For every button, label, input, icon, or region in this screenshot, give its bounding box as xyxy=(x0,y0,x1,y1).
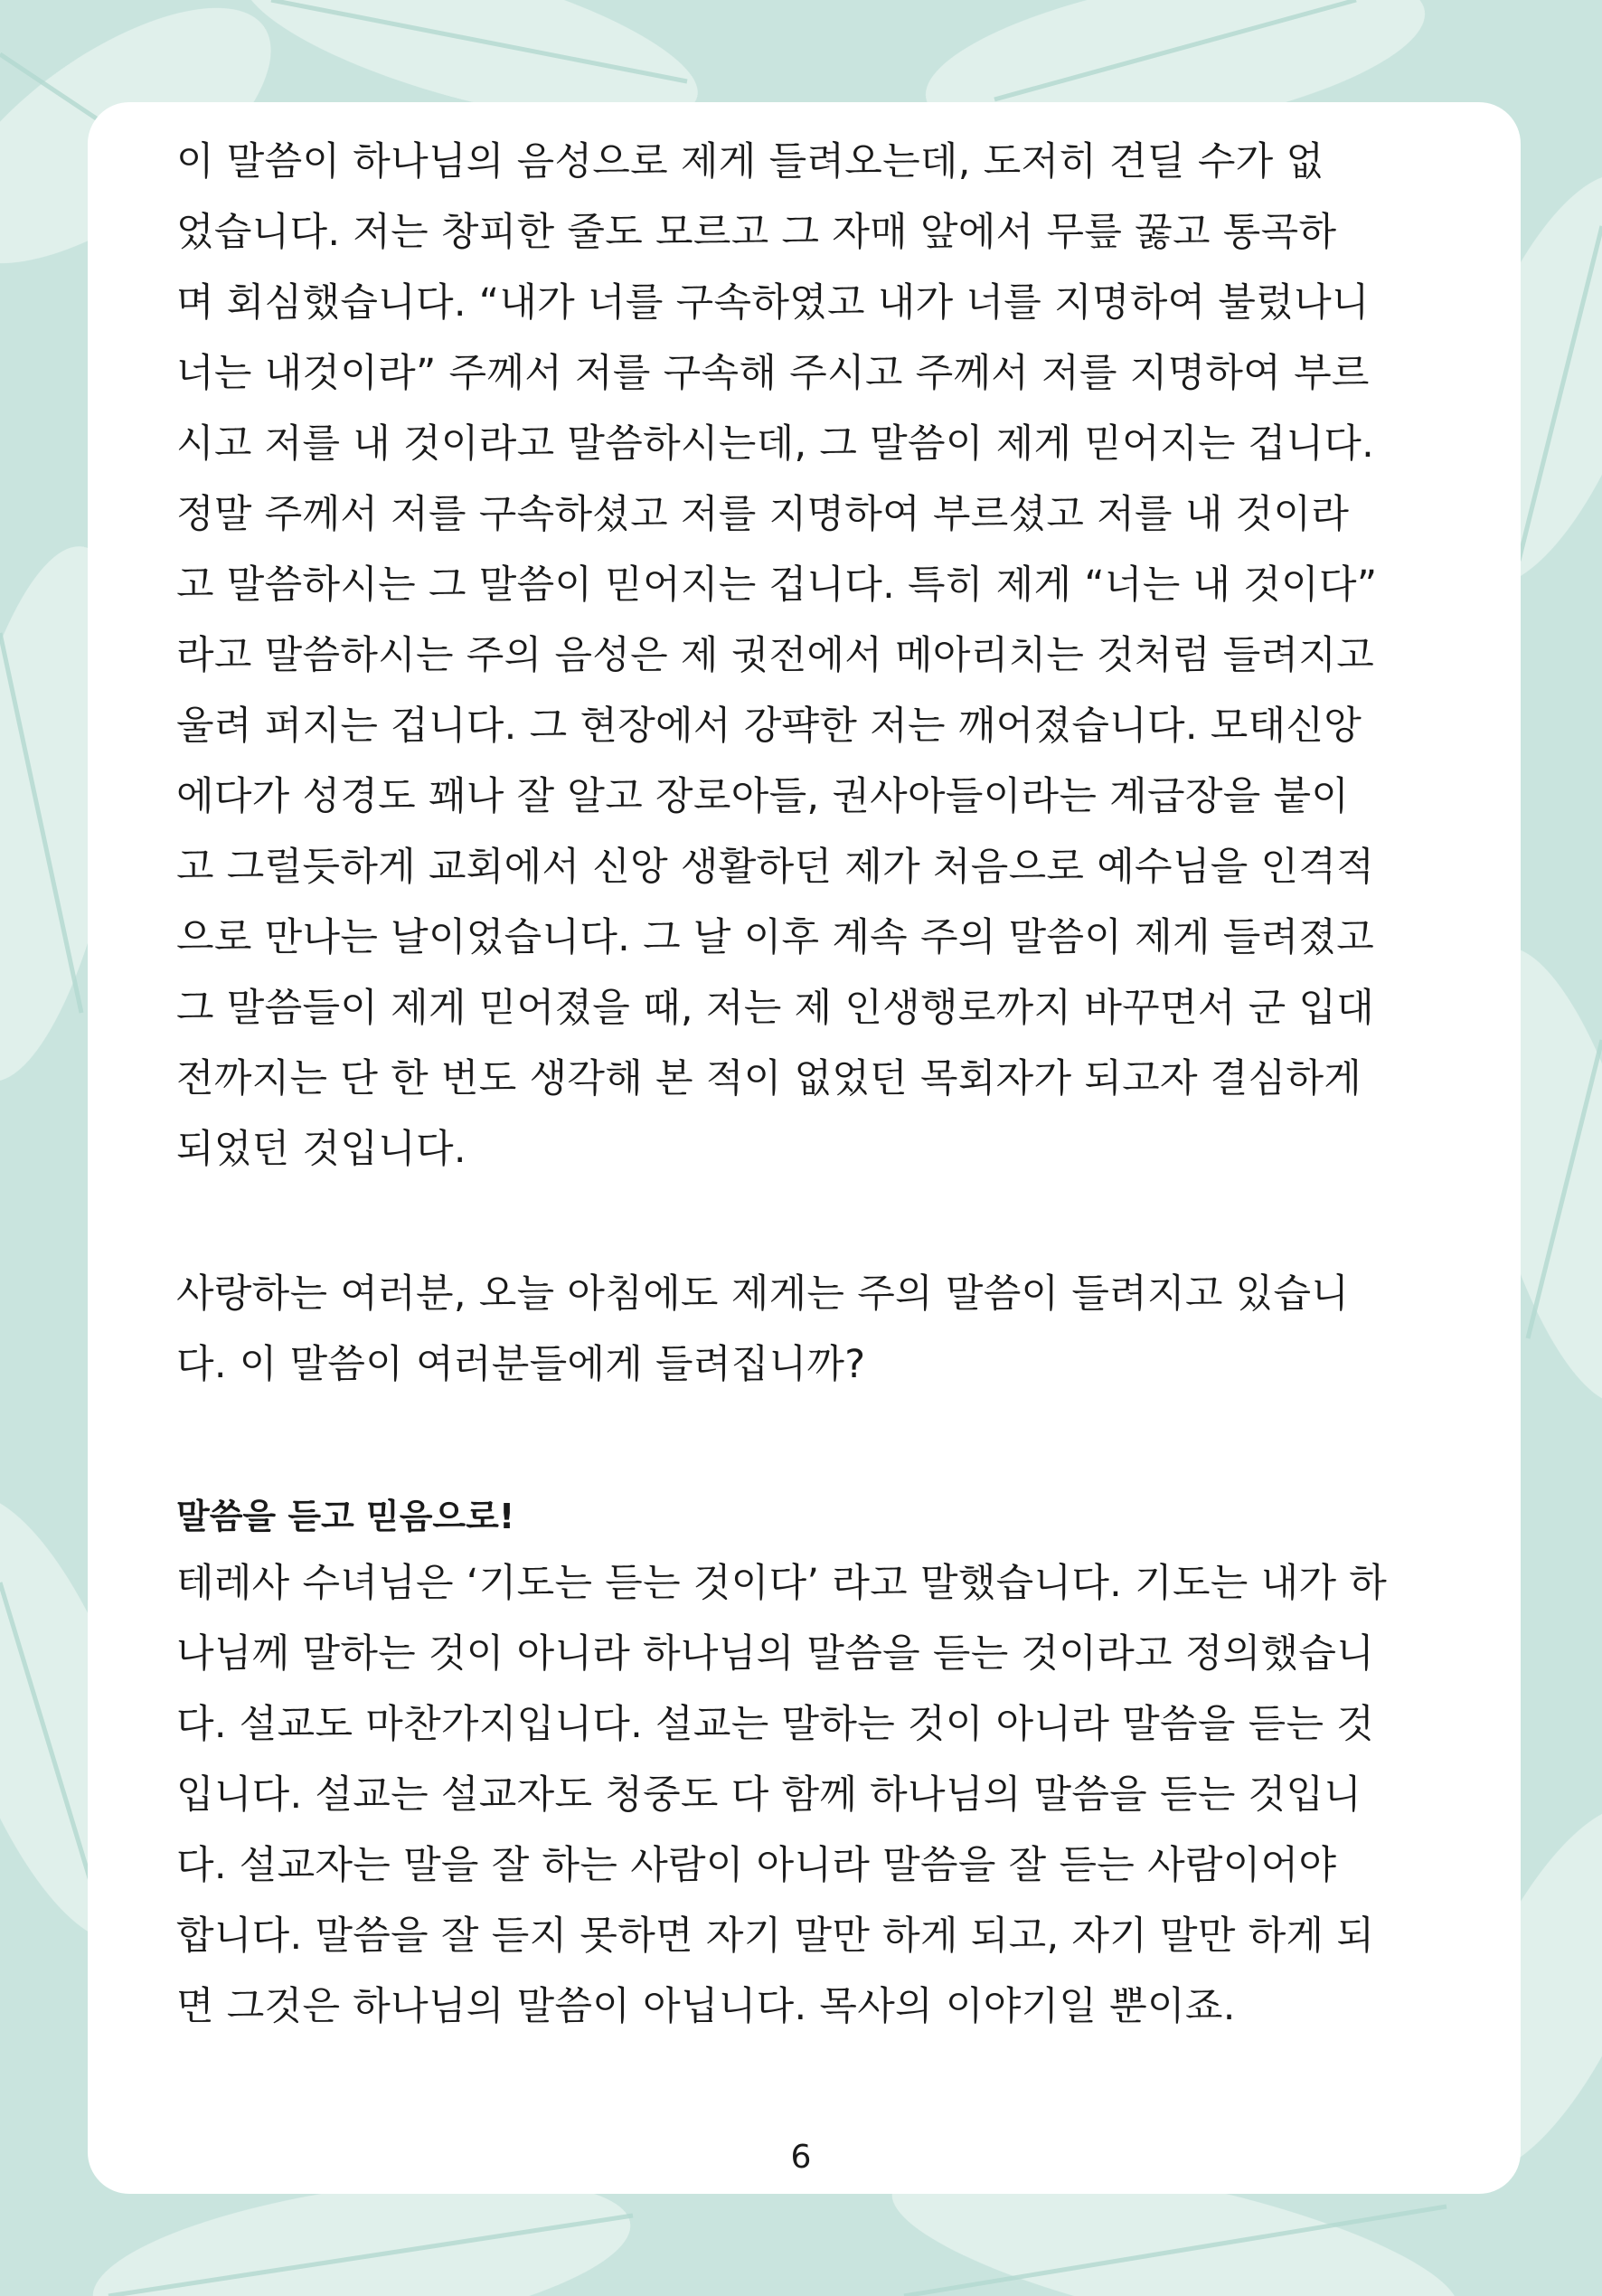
paragraph-spacer xyxy=(176,1185,1442,1259)
text-line: 시고 저를 내 것이라고 말씀하시는데, 그 말씀이 제게 믿어지는 겁니다. xyxy=(176,421,1375,467)
paragraph-spacer xyxy=(176,1400,1442,1485)
text-line: 고 말씀하시는 그 말씀이 믿어지는 겁니다. 특히 제게 “너는 내 것이다” xyxy=(176,562,1378,608)
section-heading: 말씀을 듣고 믿음으로! xyxy=(176,1497,515,1536)
paragraph-2 xyxy=(176,1259,1442,1400)
text-line: 전까지는 단 한 번도 생각해 본 적이 없었던 목회자가 되고자 결심하게 xyxy=(176,1056,1362,1101)
text-line: 면 그것은 하나님의 말씀이 아닙니다. 목사의 이야기일 뿐이죠. xyxy=(176,1984,1236,2029)
text-line: 정말 주께서 저를 구속하셨고 저를 지명하여 부르셨고 저를 내 것이라 xyxy=(176,492,1350,537)
text-line: 다. 설교도 마찬가지입니다. 설교는 말하는 것이 아니라 말씀을 듣는 것 xyxy=(176,1702,1375,1747)
text-line: 다. 설교자는 말을 잘 하는 사람이 아니라 말씀을 잘 듣는 사람이어야 xyxy=(176,1843,1337,1888)
text-line: 라고 말씀하시는 주의 음성은 제 귓전에서 메아리치는 것처럼 들려지고 xyxy=(176,633,1375,678)
paragraph-1 xyxy=(176,127,1442,1185)
text-line: 되었던 것입니다. xyxy=(176,1127,466,1172)
text-line: 입니다. 설교는 설교자도 청중도 다 함께 하나님의 말씀을 듣는 것입니 xyxy=(176,1772,1362,1818)
page-content xyxy=(176,127,1442,2042)
text-line: 그 말씀들이 제게 믿어졌을 때, 저는 제 인생행로까지 바꾸면서 군 입대 xyxy=(176,986,1375,1031)
text-line: 에다가 성경도 꽤나 잘 알고 장로아들, 권사아들이라는 계급장을 붙이 xyxy=(176,774,1350,819)
text-line: 이 말씀이 하나님의 음성으로 제게 들려오는데, 도저히 견딜 수가 없 xyxy=(176,139,1324,184)
text-line: 합니다. 말씀을 잘 듣지 못하면 자기 말만 하게 되고, 자기 말만 하게 되 xyxy=(176,1913,1375,1959)
text-line: 었습니다. 저는 창피한 줄도 모르고 그 자매 앞에서 무릎 꿇고 통곡하 xyxy=(176,210,1337,255)
text-line: 울려 퍼지는 겁니다. 그 현장에서 강퍅한 저는 깨어졌습니다. 모태신앙 xyxy=(176,704,1362,749)
text-line: 나님께 말하는 것이 아니라 하나님의 말씀을 듣는 것이라고 정의했습니 xyxy=(176,1631,1375,1677)
text-line: 다. 이 말씀이 여러분들에게 들려집니까? xyxy=(176,1342,866,1387)
text-line: 고 그럴듯하게 교회에서 신앙 생활하던 제가 처음으로 예수님을 인격적 xyxy=(176,845,1375,890)
page-number: 6 xyxy=(790,2139,812,2176)
paragraph-3 xyxy=(176,1548,1442,2042)
text-line: 너는 내것이라” 주께서 저를 구속해 주시고 주께서 저를 지명하여 부르 xyxy=(176,351,1370,396)
text-line: 사랑하는 여러분, 오늘 아침에도 제게는 주의 말씀이 들려지고 있습니 xyxy=(176,1271,1350,1317)
text-line: 으로 만나는 날이었습니다. 그 날 이후 계속 주의 말씀이 제게 들려졌고 xyxy=(176,915,1375,960)
text-line: 테레사 수녀님은 ‘기도는 듣는 것이다’ 라고 말했습니다. 기도는 내가 하 xyxy=(176,1561,1388,1606)
text-line: 며 회심했습니다. “내가 너를 구속하였고 내가 너를 지명하여 불렀나니 xyxy=(176,280,1370,326)
